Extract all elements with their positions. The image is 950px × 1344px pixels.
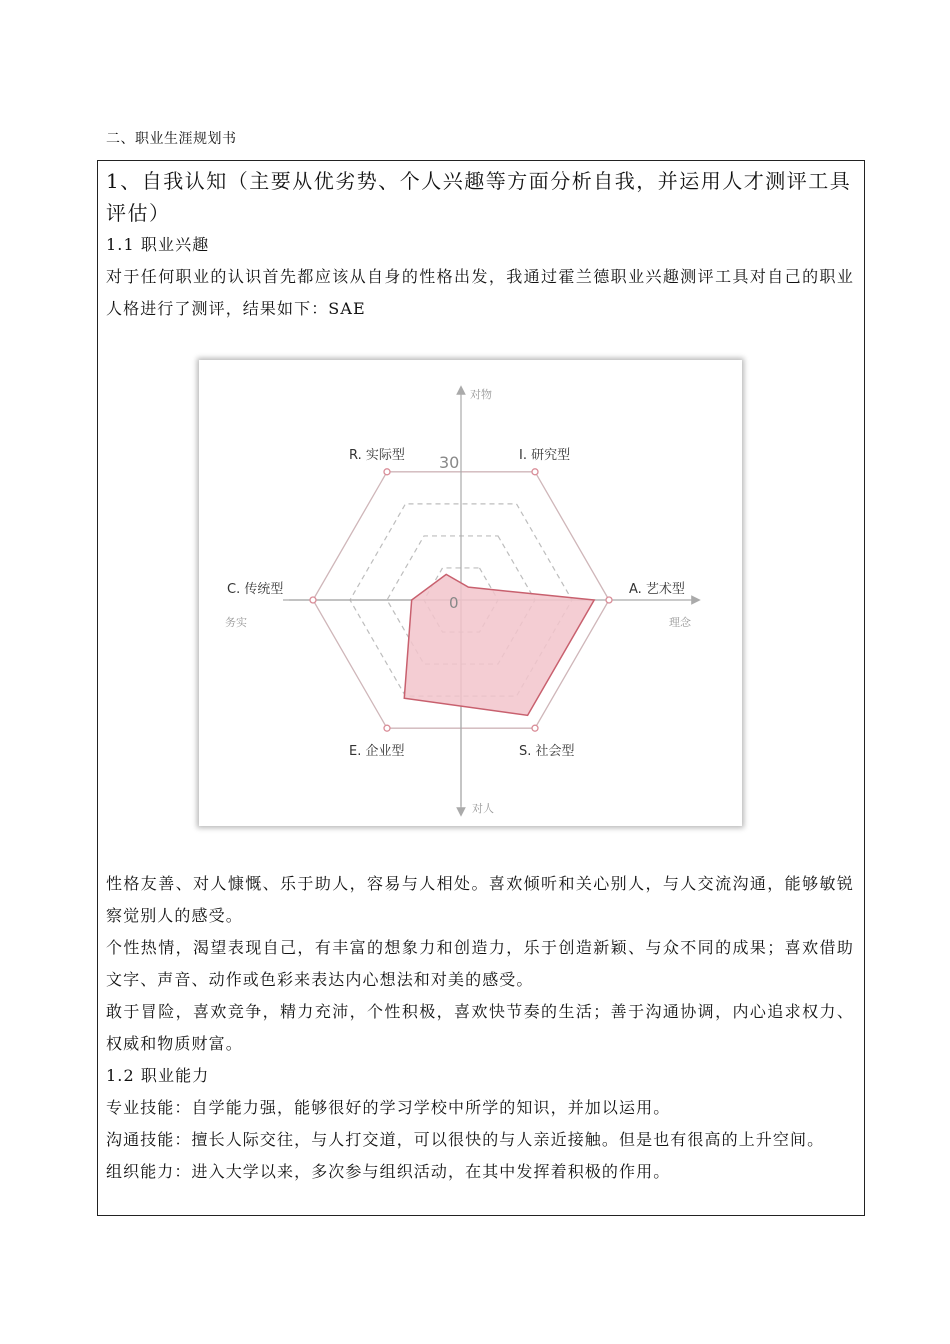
direction-label-bottom: 对人 [472,802,494,815]
ability-item: 专业技能：自学能力强，能够很好的学习学校中所学的知识，并加以运用。 [106,1098,671,1117]
trait-paragraph: 性格友善、对人慷慨、乐于助人，容易与人相处。喜欢倾听和关心别人，与人交流沟通，能够敏锐察觉别人的感受。 [106,874,854,925]
vertex-marker [384,469,390,475]
direction-label-top: 对物 [470,388,492,401]
content-frame [97,160,865,1216]
upper-content [106,165,854,325]
trait-paragraph: 个性热情，渴望表现自己，有丰富的想象力和创造力，乐于创造新颖、与众不同的成果；喜欢借助文字、声音、动作或色彩来表达内心想法和对美的感受。 [106,938,854,989]
axis-label-research: I. 研究型 [519,448,571,463]
direction-label-left: 务实 [225,616,247,629]
axis-label-conventional: C. 传统型 [227,582,284,597]
direction-label-right: 理念 [669,616,691,629]
vertex-marker [532,469,538,475]
axis-label-realistic: R. 实际型 [349,448,405,463]
tick-label-zero: 0 [449,594,459,612]
holland-radar-chart [199,360,742,826]
vertex-marker [310,597,316,603]
axis-label-social: S. 社会型 [519,744,575,759]
score-polygon [404,574,594,715]
vertex-marker [532,725,538,731]
axis-label-artistic: A. 艺术型 [629,582,685,597]
axis-label-enterprising: E. 企业型 [349,744,405,759]
tick-label-max: 30 [439,453,460,472]
ability-item: 沟通技能：擅长人际交往，与人打交道，可以很快的与人亲近接触。但是也有很高的上升空间。 [106,1130,825,1149]
intro-paragraph: 对于任何职业的认识首先都应该从自身的性格出发，我通过霍兰德职业兴趣测评工具对自己的职业人格进行了测评，结果如下：SAE [106,267,854,318]
heading: 1、自我认知（主要从优劣势、个人兴趣等方面分析自我，并运用人才测评工具评估） [106,169,852,225]
subheading-interest: 1.1 职业兴趣 [106,235,210,254]
radar-svg [199,360,742,826]
lower-content [106,868,854,1188]
subheading-ability: 1.2 职业能力 [106,1066,210,1085]
vertex-marker [606,597,612,603]
vertex-marker [384,725,390,731]
trait-paragraph: 敢于冒险，喜欢竞争，精力充沛，个性积极，喜欢快节奏的生活；善于沟通协调，内心追求权力、权威和物质财富。 [106,1002,854,1053]
ability-item: 组织能力：进入大学以来，多次参与组织活动，在其中发挥着积极的作用。 [106,1162,671,1181]
section-title: 二、职业生涯规划书 [106,131,237,147]
